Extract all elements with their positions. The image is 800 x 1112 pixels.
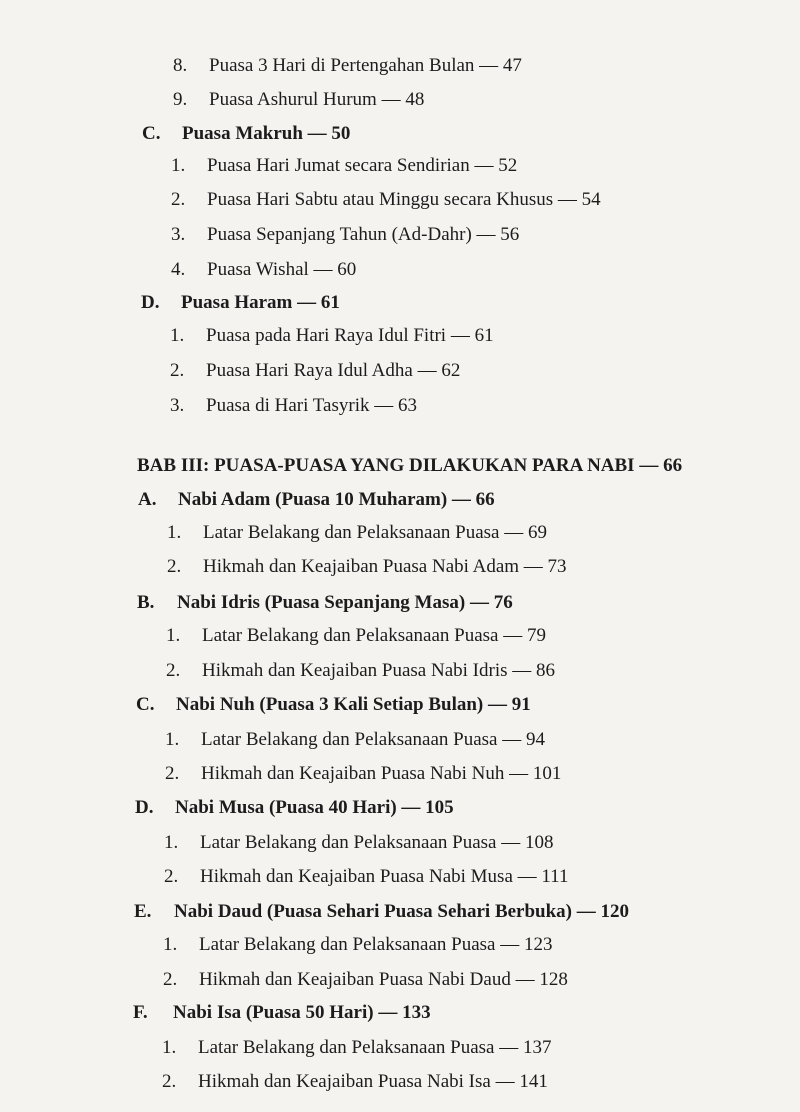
toc-item[interactable] [165, 729, 545, 751]
section-text: Nabi Idris (Puasa Sepanjang Masa) — 76 [177, 592, 513, 613]
toc-item[interactable] [170, 395, 417, 417]
item-text: Hikmah dan Keajaiban Puasa Nabi Daud — 128 [199, 969, 568, 990]
item-number: 1. [165, 729, 180, 750]
toc-item[interactable] [165, 763, 561, 785]
item-number: 4. [171, 259, 186, 280]
toc-item[interactable] [167, 556, 567, 578]
section-text: Nabi Isa (Puasa 50 Hari) — 133 [173, 1002, 431, 1023]
toc-item[interactable] [162, 1071, 548, 1093]
item-text: Latar Belakang dan Pelaksanaan Puasa — 69 [203, 522, 547, 543]
toc-section[interactable] [135, 797, 454, 819]
item-number: 1. [162, 1037, 177, 1058]
toc-section[interactable] [141, 292, 340, 314]
item-text: Latar Belakang dan Pelaksanaan Puasa — 108 [200, 832, 554, 853]
toc-item[interactable] [164, 832, 554, 854]
item-text: Hikmah dan Keajaiban Puasa Nabi Nuh — 101 [201, 763, 562, 784]
item-text: Latar Belakang dan Pelaksanaan Puasa — 94 [201, 729, 545, 750]
section-letter: F. [133, 1002, 148, 1023]
toc-section[interactable] [137, 592, 513, 614]
item-text: Puasa Hari Sabtu atau Minggu secara Khusus — 54 [207, 189, 601, 210]
item-number: 3. [170, 395, 185, 416]
section-letter: C. [142, 123, 161, 144]
toc-item[interactable] [171, 224, 519, 246]
item-text: Puasa Hari Raya Idul Adha — 62 [206, 360, 461, 381]
item-text: Puasa Hari Jumat secara Sendirian — 52 [207, 155, 518, 176]
item-number: 2. [163, 969, 178, 990]
toc-item[interactable] [166, 625, 546, 647]
section-text: Nabi Daud (Puasa Sehari Puasa Sehari Berbuka) — 120 [174, 901, 630, 922]
toc-item[interactable] [163, 969, 568, 991]
section-text: Puasa Makruh — 50 [182, 123, 351, 144]
section-letter: D. [135, 797, 154, 818]
section-text: Puasa Haram — 61 [181, 292, 340, 313]
item-number: 2. [166, 660, 181, 681]
item-text: Hikmah dan Keajaiban Puasa Nabi Adam — 73 [203, 556, 567, 577]
section-letter: E. [134, 901, 152, 922]
item-text: Latar Belakang dan Pelaksanaan Puasa — 137 [198, 1037, 552, 1058]
toc-section[interactable] [142, 123, 350, 145]
item-number: 1. [163, 934, 178, 955]
section-text: Nabi Musa (Puasa 40 Hari) — 105 [175, 797, 454, 818]
toc-item[interactable] [166, 660, 555, 682]
toc-item[interactable] [164, 866, 568, 888]
item-text: Latar Belakang dan Pelaksanaan Puasa — 123 [199, 934, 553, 955]
toc-item[interactable] [162, 1037, 552, 1059]
item-number: 1. [166, 625, 181, 646]
item-number: 9. [173, 89, 188, 110]
item-number: 1. [167, 522, 182, 543]
item-number: 2. [165, 763, 180, 784]
item-text: Puasa di Hari Tasyrik — 63 [206, 395, 417, 416]
toc-item[interactable] [173, 55, 522, 77]
item-text: Hikmah dan Keajaiban Puasa Nabi Musa — 111 [200, 866, 569, 887]
toc-item[interactable] [171, 155, 517, 177]
item-text: Puasa pada Hari Raya Idul Fitri — 61 [206, 325, 494, 346]
item-text: Puasa Wishal — 60 [207, 259, 357, 280]
item-text: Latar Belakang dan Pelaksanaan Puasa — 79 [202, 625, 546, 646]
section-letter: A. [138, 489, 157, 510]
toc-item[interactable] [171, 259, 356, 281]
section-letter: C. [136, 694, 155, 715]
item-number: 8. [173, 55, 188, 76]
item-number: 2. [167, 556, 182, 577]
item-text: Puasa Ashurul Hurum — 48 [209, 89, 425, 110]
item-number: 1. [164, 832, 179, 853]
item-number: 2. [162, 1071, 177, 1092]
toc-item[interactable] [167, 522, 547, 544]
item-text: Hikmah dan Keajaiban Puasa Nabi Isa — 141 [198, 1071, 548, 1092]
toc-section[interactable] [138, 489, 495, 511]
toc-item[interactable] [170, 360, 460, 382]
item-number: 2. [170, 360, 185, 381]
toc-section[interactable] [136, 694, 531, 716]
toc-item[interactable] [171, 189, 601, 211]
item-number: 3. [171, 224, 186, 245]
chapter-heading[interactable]: BAB III: PUASA-PUASA YANG DILAKUKAN PARA NABI — 66 [137, 455, 683, 476]
item-number: 2. [164, 866, 179, 887]
item-number: 1. [171, 155, 186, 176]
item-text: Hikmah dan Keajaiban Puasa Nabi Idris — 86 [202, 660, 555, 681]
item-text: Puasa Sepanjang Tahun (Ad-Dahr) — 56 [207, 224, 520, 245]
section-text: Nabi Nuh (Puasa 3 Kali Setiap Bulan) — 91 [176, 694, 531, 715]
section-letter: D. [141, 292, 160, 313]
toc-item[interactable] [170, 325, 494, 347]
section-letter: B. [137, 592, 155, 613]
toc-item[interactable] [173, 89, 424, 111]
item-number: 1. [170, 325, 185, 346]
section-text: Nabi Adam (Puasa 10 Muharam) — 66 [178, 489, 495, 510]
item-text: Puasa 3 Hari di Pertengahan Bulan — 47 [209, 55, 522, 76]
toc-section[interactable] [133, 1002, 431, 1024]
toc-section[interactable] [134, 901, 629, 923]
item-number: 2. [171, 189, 186, 210]
toc-item[interactable] [163, 934, 553, 956]
